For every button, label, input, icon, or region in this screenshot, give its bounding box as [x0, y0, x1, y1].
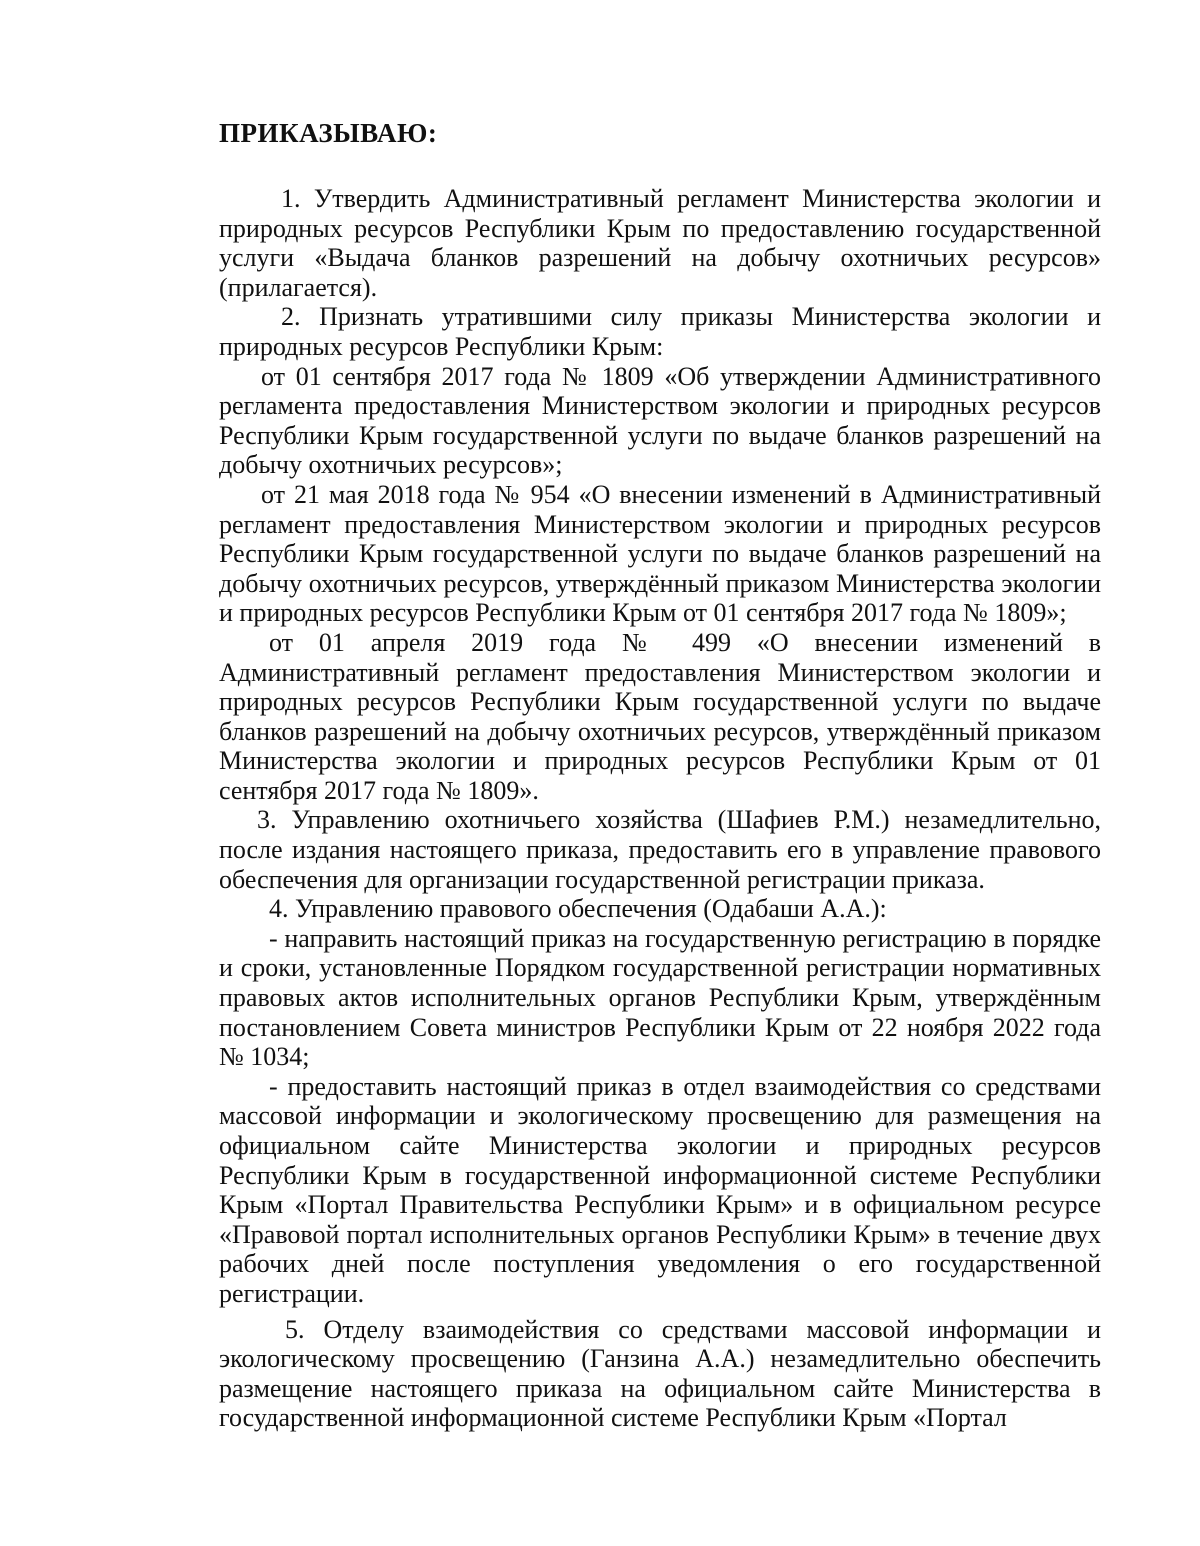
paragraph-4-item-2: - предоставить настоящий приказ в отдел взаимодействия со средствами массовой информации и экологическому просвещению для размещения на официальном сайте Министерства экологии и природных ресурсов Республики Крым в государственной информационной системе Республики Крым «Портал Правительства Республики Крым» и в официальном ресурсе «Правовой портал исполнительных органов Республики Крым» в течение двух рабочих дней после поступления уведомления о его государственной регистрации.	[219, 1071, 1101, 1308]
paragraph-2-item-3: от 01 апреля 2019 года № 499 «О внесении изменений в Административный регламент предоставления Министерством экологии и природных ресурсов Республики Крым государственной услуги по выдаче бланков разрешений на добычу охотничьих ресурсов, утверждённый приказом Министерства экологии и природных ресурсов Республики Крым от 01 сентября 2017 года № 1809».	[219, 627, 1101, 805]
paragraph-2-item-2: от 21 мая 2018 года № 954 «О внесении изменений в Административный регламент предоставления Министерством экологии и природных ресурсов Республики Крым государственной услуги по выдаче бланков разрешений на добычу охотничьих ресурсов, утверждённый приказом Министерства экологии и природных ресурсов Республики Крым от 01 сентября 2017 года № 1809»;	[219, 479, 1101, 628]
paragraph-2-item-1: от 01 сентября 2017 года № 1809 «Об утверждении Административного регламента предоставления Министерством экологии и природных ресурсов Республики Крым государственной услуги по выдаче бланков разрешений на добычу охотничьих ресурсов»;	[219, 361, 1101, 480]
paragraph-5: 5. Отделу взаимодействия со средствами массовой информации и экологическому просвещению (Ганзина А.А.) незамедлительно обеспечить размещение настоящего приказа на официальном сайте Министерства в государственной информационной системе Республики Крым «Портал	[219, 1314, 1101, 1433]
document-body	[219, 116, 1101, 1433]
paragraph-4: 4. Управлению правового обеспечения (Одабаши А.А.):	[269, 894, 887, 924]
paragraph-2: 2. Признать утратившими силу приказы Министерства экологии и природных ресурсов Республики Крым:	[219, 302, 1101, 361]
paragraph-1: 1. Утвердить Административный регламент Министерства экологии и природных ресурсов Республики Крым по предоставлению государственной услуги «Выдача бланков разрешений на добычу охотничьих ресурсов» (прилагается).	[219, 184, 1101, 302]
order-heading: ПРИКАЗЫВАЮ:	[219, 118, 438, 148]
paragraph-4-item-1: - направить настоящий приказ на государственную регистрацию в порядке и сроки, установленные Порядком государственной регистрации нормативных правовых актов исполнительных органов Республики Крым, утверждённым постановлением Совета министров Республики Крым от 22 ноября 2022 года № 1034;	[219, 923, 1101, 1072]
paragraph-3: 3. Управлению охотничьего хозяйства (Шафиев Р.М.) незамедлительно, после издания настоящего приказа, предоставить его в управление правового обеспечения для организации государственной регистрации приказа.	[219, 805, 1101, 894]
